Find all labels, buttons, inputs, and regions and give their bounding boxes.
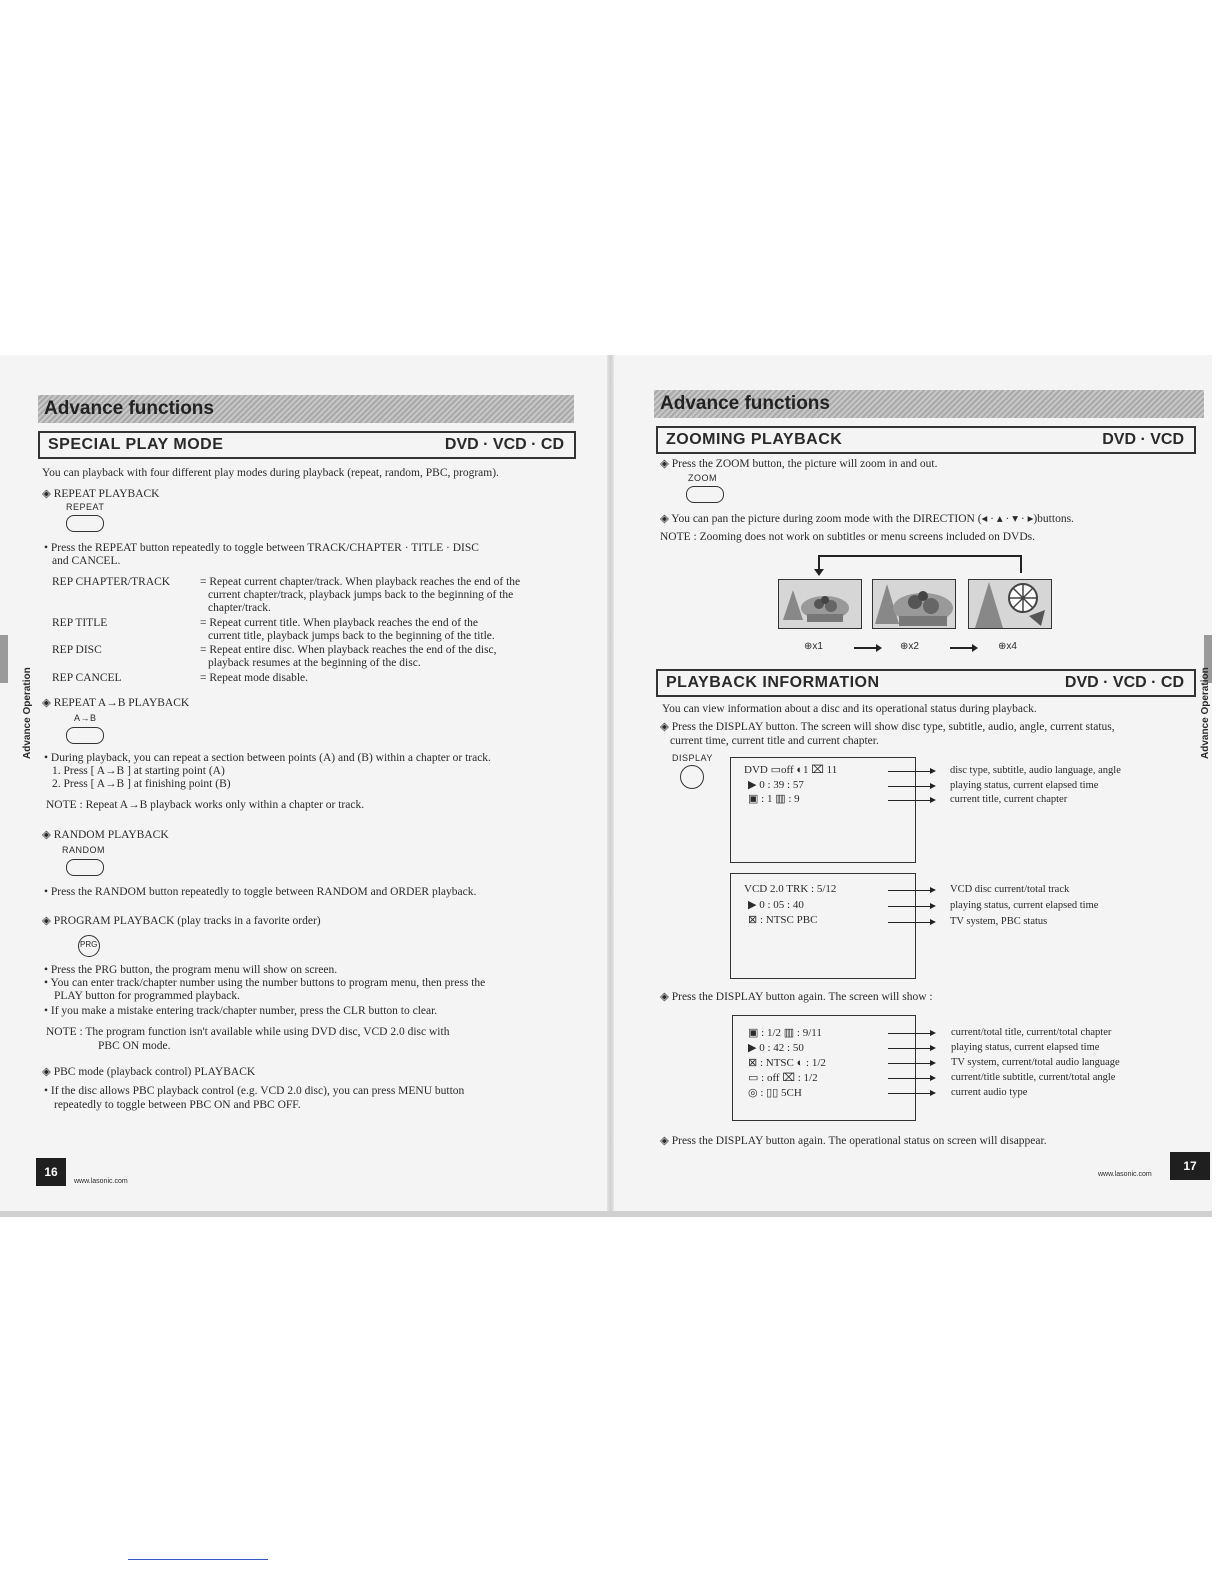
rep-cancel-term: REP CANCEL: [52, 672, 122, 684]
random-bullet: • Press the RANDOM button repeatedly to toggle between RANDOM and ORDER playback.: [44, 886, 477, 898]
zoom-note: NOTE : Zooming does not work on subtitles or menu screens included on DVDs.: [660, 531, 1035, 543]
pointer-arrow: [888, 1048, 934, 1049]
page-16: [0, 355, 607, 1217]
rep-disc-term: REP DISC: [52, 644, 102, 656]
info-intro: You can view information about a disc and its operational status during playback.: [662, 703, 1037, 715]
osd-line: ▶ 0 : 39 : 57: [748, 779, 804, 791]
section-zooming-playback: [656, 426, 1196, 454]
osd-description: VCD disc current/total track: [950, 884, 1070, 895]
zoom-diagram: [774, 555, 1064, 655]
rep-chapter-desc: = Repeat current chapter/track. When playback reaches the end of the: [200, 576, 521, 588]
zoom-pan-text: ◈ You can pan the picture during zoom mode with the DIRECTION (◂ · ▴ · ▾ · ▸)buttons.: [660, 513, 1074, 525]
zoom-button-label: ZOOM: [688, 473, 717, 483]
rep-disc-desc: playback resumes at the beginning of the disc.: [208, 657, 421, 669]
manual-spread: [0, 355, 1212, 1217]
osd-line: ⊠ : NTSC ◐ : 1/2: [748, 1057, 826, 1069]
info-press: ◈ Press the DISPLAY button. The screen will show disc type, subtitle, audio, angle, current status,: [660, 721, 1115, 733]
banner-advance-functions: Advance functions: [38, 395, 574, 423]
display-button[interactable]: [680, 765, 704, 789]
side-label: Advance Operation: [1200, 667, 1211, 759]
osd-line: ▣ : 1/2 ▥ : 9/11: [748, 1027, 822, 1039]
osd-description: current audio type: [951, 1087, 1028, 1098]
ab-step-2: 2. Press [ A→B ] at finishing point (B): [52, 778, 231, 790]
pointer-arrow: [888, 922, 934, 923]
pointer-arrow: [888, 890, 934, 891]
osd-description: current/title subtitle, current/total angle: [951, 1072, 1116, 1083]
site-url: www.lasonic.com: [1098, 1171, 1152, 1178]
info-press-cont: current time, current title and current chapter.: [670, 735, 879, 747]
rep-disc-desc: = Repeat entire disc. When playback reaches the end of the disc,: [200, 644, 497, 656]
osd-line: VCD 2.0 TRK : 5/12: [744, 883, 837, 895]
ab-button-label: A→B: [74, 713, 97, 723]
osd-description: TV system, PBC status: [950, 916, 1048, 927]
program-bullet-cont: PLAY button for programmed playback.: [54, 990, 240, 1002]
osd-line: ▭ : off ⌧ : 1/2: [748, 1072, 818, 1084]
osd-description: current title, current chapter: [950, 794, 1068, 805]
repeat-button-label: REPEAT: [66, 502, 105, 512]
pointer-arrow: [888, 1033, 934, 1034]
section-media: DVD · VCD · CD: [1064, 674, 1184, 691]
zoom-instruction: ◈ Press the ZOOM button, the picture will zoom in and out.: [660, 458, 938, 470]
rep-title-term: REP TITLE: [52, 617, 108, 629]
section-title: PLAYBACK INFORMATION: [666, 674, 880, 691]
page-number: 16: [36, 1158, 66, 1186]
ab-button[interactable]: [66, 727, 104, 744]
osd-line: ▶ 0 : 05 : 40: [748, 899, 804, 911]
program-heading: ◈ PROGRAM PLAYBACK (play tracks in a favorite order): [42, 915, 321, 927]
prg-button-label: PRG: [80, 940, 98, 949]
ab-note: NOTE : Repeat A→B playback works only within a chapter or track.: [46, 799, 365, 811]
repeat-bullet-cont: and CANCEL.: [52, 555, 121, 567]
pointer-arrow: [888, 786, 934, 787]
pointer-arrow: [888, 906, 934, 907]
pbc-heading: ◈ PBC mode (playback control) PLAYBACK: [42, 1066, 256, 1078]
rep-chapter-desc: current chapter/track, playback jumps back to the beginning of the: [208, 589, 514, 601]
pbc-bullet: • If the disc allows PBC playback control (e.g. VCD 2.0 disc), you can press MENU button: [44, 1085, 465, 1097]
pointer-arrow: [888, 1078, 934, 1079]
program-bullet: • If you make a mistake entering track/chapter number, press the CLR button to clear.: [44, 1005, 438, 1017]
pointer-arrow: [888, 1063, 934, 1064]
osd-line: ▶ 0 : 42 : 50: [748, 1042, 804, 1054]
osd-line: ◎ : ▯▯ 5CH: [748, 1087, 802, 1099]
rep-chapter-desc: chapter/track.: [208, 602, 271, 614]
display-button-label: DISPLAY: [672, 753, 713, 763]
ab-step-1: 1. Press [ A→B ] at starting point (A): [52, 765, 225, 777]
side-tab: [0, 635, 8, 683]
intro-text: You can playback with four different play modes during playback (repeat, random, PBC, program).: [42, 467, 499, 479]
section-title: ZOOMING PLAYBACK: [666, 431, 843, 448]
zoom-level-x4: ⊕x4: [998, 641, 1017, 652]
site-url: www.lasonic.com: [74, 1178, 128, 1185]
random-heading: ◈ RANDOM PLAYBACK: [42, 829, 169, 841]
side-label: Advance Operation: [22, 667, 33, 759]
program-note: NOTE : The program function isn't available while using DVD disc, VCD 2.0 disc with: [46, 1026, 450, 1038]
display-again-text: ◈ Press the DISPLAY button again. The screen will show :: [660, 991, 933, 1003]
program-bullet: • Press the PRG button, the program menu will show on screen.: [44, 964, 338, 976]
osd-description: playing status, current elapsed time: [950, 900, 1099, 911]
repeat-heading: ◈ REPEAT PLAYBACK: [42, 488, 160, 500]
repeat-button[interactable]: [66, 515, 104, 532]
rep-cancel-desc: = Repeat mode disable.: [200, 672, 309, 684]
ab-bullet: • During playback, you can repeat a section between points (A) and (B) within a chapter or track.: [44, 752, 491, 764]
zoom-level-x2: ⊕x2: [900, 641, 919, 652]
pbc-bullet-cont: repeatedly to toggle between PBC ON and PBC OFF.: [54, 1099, 301, 1111]
random-button[interactable]: [66, 859, 104, 876]
rep-chapter-term: REP CHAPTER/TRACK: [52, 576, 171, 588]
zoom-arrow: [950, 647, 976, 649]
zoom-x1-picture: [778, 579, 862, 629]
rep-title-desc: = Repeat current title. When playback reaches the end of the: [200, 617, 478, 629]
pointer-arrow: [888, 771, 934, 772]
repeat-bullet: • Press the REPEAT button repeatedly to toggle between TRACK/CHAPTER · TITLE · DISC: [44, 542, 479, 554]
program-note-cont: PBC ON mode.: [98, 1040, 171, 1052]
osd-description: playing status, current elapsed time: [950, 780, 1099, 791]
prg-button[interactable]: [78, 935, 100, 957]
osd-description: TV system, current/total audio language: [951, 1057, 1120, 1068]
osd-description: playing status, current elapsed time: [951, 1042, 1100, 1053]
zoom-level-x1: ⊕x1: [804, 641, 823, 652]
osd-line: ▣ : 1 ▥ : 9: [748, 793, 800, 805]
osd-description: disc type, subtitle, audio language, angle: [950, 765, 1121, 776]
zoom-x2-picture: [872, 579, 956, 629]
rep-title-desc: current title, playback jumps back to the beginning of the title.: [208, 630, 495, 642]
random-button-label: RANDOM: [62, 845, 105, 855]
section-title: SPECIAL PLAY MODE: [48, 436, 224, 453]
banner-advance-functions: Advance functions: [654, 390, 1204, 418]
section-playback-information: [656, 669, 1196, 697]
ab-heading: ◈ REPEAT A→B PLAYBACK: [42, 697, 190, 709]
zoom-x4-picture: [968, 579, 1052, 629]
osd-line: ⊠ : NTSC PBC: [748, 914, 818, 926]
pointer-arrow: [888, 1093, 934, 1094]
display-final-text: ◈ Press the DISPLAY button again. The operational status on screen will disappear.: [660, 1135, 1047, 1147]
zoom-arrow: [854, 647, 880, 649]
page-17: [614, 355, 1212, 1217]
loop-arrow-tip: [814, 569, 824, 576]
loop-line: [818, 555, 1022, 573]
page-number: 17: [1170, 1152, 1210, 1180]
program-bullet: • You can enter track/chapter number using the number buttons to program menu, then press the: [44, 977, 486, 989]
osd-line: DVD ▭off ◐1 ⌧ 11: [744, 764, 838, 776]
section-media: DVD · VCD: [1102, 431, 1184, 448]
osd-description: current/total title, current/total chapter: [951, 1027, 1112, 1038]
pointer-arrow: [888, 800, 934, 801]
page-bottom-edge: [0, 1211, 1212, 1217]
underline-mark: [128, 1559, 268, 1560]
zoom-button[interactable]: [686, 486, 724, 503]
section-media: DVD · VCD · CD: [444, 436, 564, 453]
page-gutter: [607, 355, 614, 1217]
section-special-play-mode: [38, 431, 576, 459]
